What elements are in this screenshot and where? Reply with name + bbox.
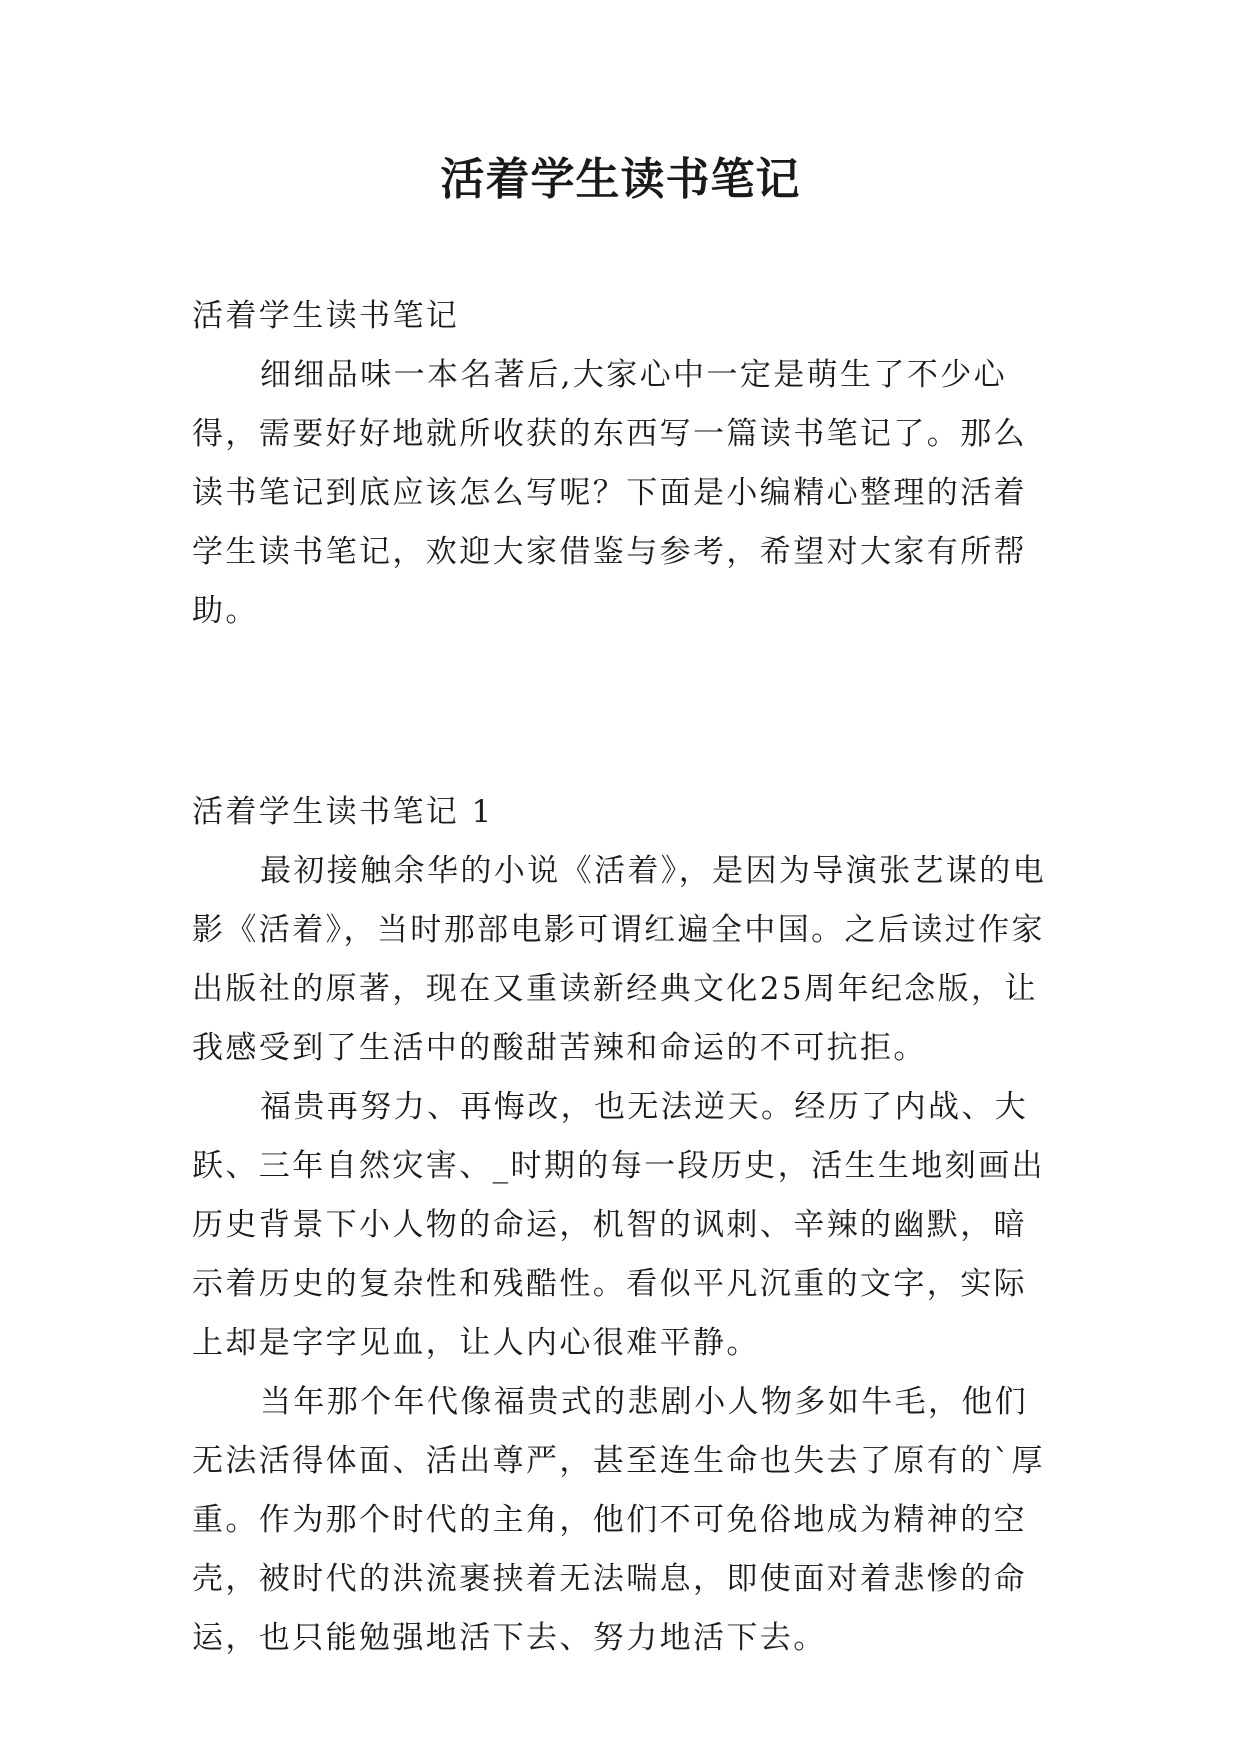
section-1-heading: 活着学生读书笔记 1 — [192, 794, 494, 830]
document-body — [192, 287, 1060, 1668]
intro-heading: 活着学生读书笔记 — [192, 298, 460, 334]
intro-paragraph: 细细品味一本名著后,大家心中一定是萌生了不少心得，需要好好地就所收获的东西写一篇读书笔记了。那么读书笔记到底应该怎么写呢？下面是小编精心整理的活着学生读书笔记，欢迎大家借鉴与参考，希望对大家有所帮助。 — [192, 357, 1027, 629]
section-1-paragraph-2: 福贵再努力、再悔改，也无法逆天。经历了内战、大跃、三年自然灾害、_时期的每一段历史，活生生地刻画出历史背景下小人物的命运，机智的讽刺、辛辣的幽默，暗示着历史的复杂性和残酷性。看似平凡沉重的文字，实际上却是字字见血，让人内心很难平静。 — [192, 1089, 1045, 1361]
section-1-paragraph-1: 最初接触余华的小说《活着》，是因为导演张艺谋的电影《活着》，当时那部电影可谓红遍全中国。之后读过作家出版社的原著，现在又重读新经典文化25周年纪念版，让我感受到了生活中的酸甜苦辣和命运的不可抗拒。 — [192, 853, 1047, 1066]
section-1-paragraph-3: 当年那个年代像福贵式的悲剧小人物多如牛毛，他们无法活得体面、活出尊严，甚至连生命也失去了原有的`厚重。作为那个时代的主角，他们不可免俗地成为精神的空壳，被时代的洪流裹挟着无法喘息，即使面对着悲惨的命运，也只能勉强地活下去、努力地活下去。 — [192, 1384, 1045, 1656]
section-spacer — [192, 641, 1060, 783]
document-title: 活着学生读书笔记 — [440, 154, 801, 205]
